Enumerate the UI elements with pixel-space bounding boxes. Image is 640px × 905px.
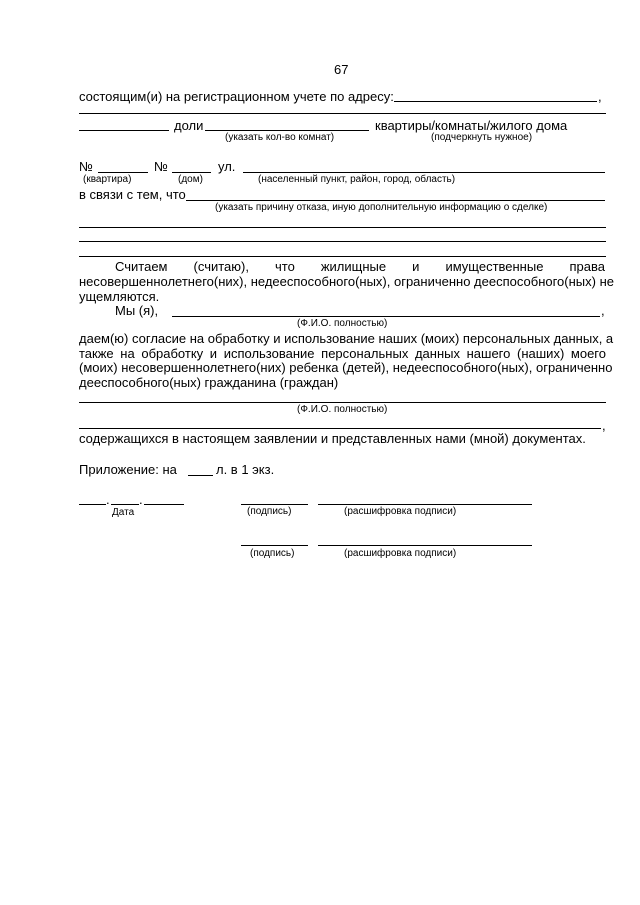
address-label: состоящим(и) на регистрационном учете по адресу:	[79, 89, 394, 104]
house-hint: (дом)	[178, 174, 203, 185]
page-number: 67	[334, 62, 349, 77]
fio-hint-2: (Ф.И.О. полностью)	[297, 404, 388, 415]
signature-field-2[interactable]	[241, 545, 308, 546]
reason-line-4[interactable]	[79, 256, 606, 257]
consider-word: Считаем	[115, 259, 168, 274]
apartment-hint: (квартира)	[83, 174, 132, 185]
date-day-field[interactable]	[79, 504, 106, 505]
consider-word: права	[569, 259, 605, 274]
fio-field-3[interactable]	[79, 428, 601, 429]
date-label: Дата	[112, 507, 135, 518]
reason-line-2[interactable]	[79, 227, 606, 228]
date-dot-2: .	[139, 492, 143, 507]
consent-line-2: также на обработку и использование персональных данных нашего (наших) моего	[79, 346, 606, 361]
decode-hint-1: (расшифровка подписи)	[344, 506, 457, 517]
date-dot-1: .	[106, 492, 110, 507]
consent-line-4: дееспособного(ных) гражданина (граждан)	[79, 375, 339, 390]
street-label: ул.	[218, 159, 236, 174]
house-field[interactable]	[172, 172, 211, 173]
house-number-sign: №	[154, 159, 168, 174]
address-comma: ,	[598, 89, 602, 104]
decode-hint-2: (расшифровка подписи)	[344, 548, 457, 559]
we-label: Мы (я),	[115, 303, 159, 318]
share-label: доли	[174, 118, 204, 133]
consent-line-3: (моих) несовершеннолетнего(них) ребенка (детей), недееспособного(ных), ограниченно	[79, 360, 613, 375]
decode-field-1[interactable]	[318, 504, 532, 505]
reason-hint: (указать причину отказа, иную дополнительную информацию о сделке)	[215, 202, 548, 213]
consider-word: жилищные	[320, 259, 387, 274]
street-field[interactable]	[243, 172, 605, 173]
consent-line-1: даем(ю) согласие на обработку и использование наших (моих) персональных данных, а	[79, 331, 614, 346]
date-month-field[interactable]	[111, 504, 139, 505]
apartment-field[interactable]	[98, 172, 148, 173]
consider-word: и	[412, 259, 420, 274]
signature-hint-2: (подпись)	[250, 548, 295, 559]
consider-word: имущественные	[445, 259, 544, 274]
apartment-number-sign: №	[79, 159, 93, 174]
reason-line-3[interactable]	[79, 241, 606, 242]
consider-word: (считаю),	[193, 259, 249, 274]
consider-line-3: ущемляются.	[79, 289, 160, 304]
consider-line-1	[115, 259, 605, 274]
contained-line: содержащихся в настоящем заявлении и представленных нами (мной) документах.	[79, 431, 586, 446]
appendix-tail: л. в 1 экз.	[216, 462, 275, 477]
appendix-pages-field[interactable]	[188, 475, 213, 476]
place-hint: (населенный пункт, район, город, область)	[258, 174, 456, 185]
fio-comma-3: ,	[602, 418, 606, 433]
consider-line-2: несовершеннолетнего(них), недееспособного(ных), ограниченно дееспособного(ных) не	[79, 274, 614, 289]
decode-field-2[interactable]	[318, 545, 532, 546]
reason-label: в связи с тем, что	[79, 187, 186, 202]
reason-field[interactable]	[186, 200, 605, 201]
share-count-field[interactable]	[79, 130, 169, 131]
signature-field-1[interactable]	[241, 504, 308, 505]
we-comma: ,	[601, 303, 605, 318]
date-year-field[interactable]	[144, 504, 184, 505]
address-field[interactable]	[394, 101, 597, 102]
we-fio-hint: (Ф.И.О. полностью)	[297, 318, 388, 329]
fio-field-2[interactable]	[79, 402, 606, 403]
address-line-2[interactable]	[79, 113, 606, 114]
rooms-count-field[interactable]	[205, 130, 369, 131]
consider-word: что	[275, 259, 295, 274]
appendix-label: Приложение: на	[79, 462, 177, 477]
rooms-hint: (указать кол-во комнат)	[225, 132, 335, 143]
signature-hint-1: (подпись)	[247, 506, 292, 517]
underline-hint: (подчеркнуть нужное)	[431, 132, 533, 143]
we-fio-field[interactable]	[172, 316, 600, 317]
dwelling-type-label: квартиры/комнаты/жилого дома	[375, 118, 568, 133]
